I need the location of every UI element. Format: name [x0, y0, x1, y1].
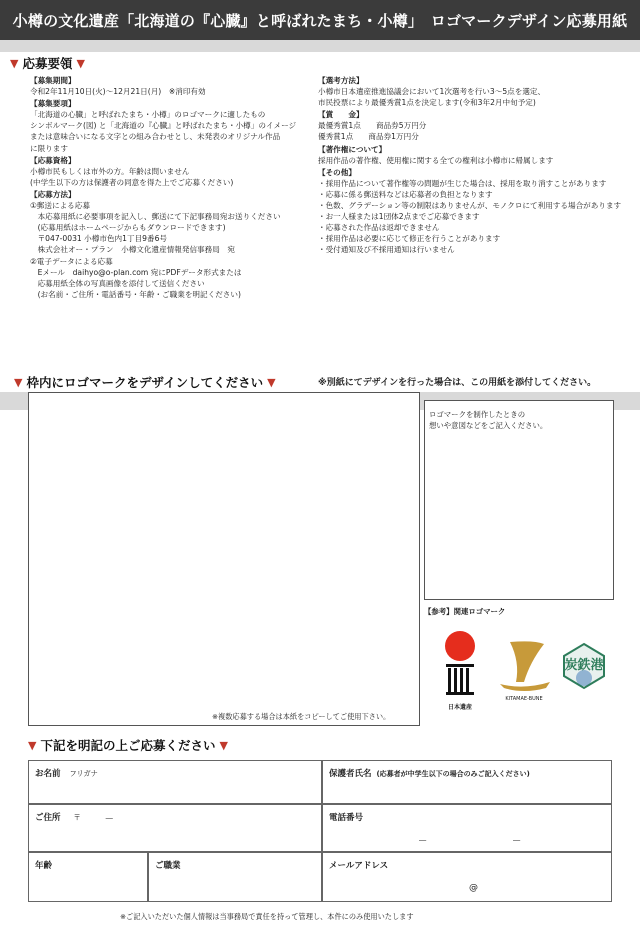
page-title: 小樽の文化遺産「北海道の『心臓』と呼ばれたまち・小樽」 ロゴマークデザイン応募用紙 — [12, 11, 628, 30]
left-line: (お名前・ご住所・電話番号・年齢・ご職業を明記ください) — [30, 289, 241, 299]
guardian-name-field[interactable]: 保護者氏名 (応募者が中学生以下の場合のみご記入ください) — [322, 760, 612, 804]
right-line: ・受付通知及び不採用通知は行いません — [318, 245, 455, 255]
phone-field[interactable]: 電話番号 ― ― — [322, 804, 612, 852]
left-block — [30, 98, 310, 153]
phone-dash-2: ― — [513, 835, 521, 844]
triangle-icon: ▼ — [219, 738, 228, 752]
right-line: ・採用作品について著作権等の問題が生じた場合は、採用を取り消すことがあります — [318, 178, 607, 188]
furigana-label: フリガナ — [69, 769, 98, 778]
section-applicant-header — [28, 736, 228, 754]
age-field[interactable]: 年齢 — [28, 852, 148, 902]
left-line: 株式会社オー・プラン 小樽文化遺産情報発信事務局 宛 — [30, 245, 236, 255]
section-guidelines-title: 応募要領 — [22, 56, 73, 71]
postal-dash: ― — [105, 813, 113, 822]
right-block — [318, 167, 634, 256]
right-block — [318, 75, 634, 108]
triangle-icon: ▼ — [10, 56, 19, 70]
section-design-header — [14, 373, 276, 391]
triangle-icon: ▼ — [267, 375, 276, 389]
postal-mark: 〒 — [73, 813, 81, 822]
intent-line-2: 想いや意図などをご記入ください。 — [429, 421, 548, 430]
design-intent-box[interactable] — [424, 400, 614, 600]
japan-heritage-logo: 日本遺産 — [438, 628, 482, 710]
triangle-icon: ▼ — [28, 738, 37, 752]
right-line: 優秀賞1点 商品券1万円分 — [318, 132, 419, 142]
right-heading: 【選考方法】 — [318, 76, 364, 85]
section-design-title: 枠内にロゴマークをデザインしてください — [26, 375, 264, 390]
left-line: 「北海道の心臓」と呼ばれたまち・小樽」のロゴマークに適したもの — [30, 110, 266, 120]
left-line: 令和2年11月10日(火)〜12月21日(月) ※消印有効 — [30, 87, 206, 97]
banner-strip — [0, 40, 640, 52]
left-line: 小樽市民もしくは市外の方。年齢は問いません — [30, 166, 190, 176]
right-line: ・お一人様または1団体2点までご応募できます — [318, 212, 480, 222]
left-heading: 【募集要項】 — [30, 99, 76, 109]
guidelines-right-column — [318, 75, 634, 257]
right-line: 採用作品の著作権、使用権に関する全ての権利は小樽市に帰属します — [318, 155, 554, 165]
guidelines-left-column — [30, 75, 310, 301]
right-line: ・色数、グラデーション等の制限はありませんが、モノクロにて利用する場合があります — [318, 201, 622, 211]
privacy-note: ※ご記入いただいた個人情報は当事務局で責任を持って管理し、本件にのみ使用いたします — [120, 912, 414, 921]
left-line: (応募用紙はホームページからもダウンロードできます) — [30, 223, 226, 233]
section-guidelines-header — [10, 54, 85, 72]
kitamae-bune-logo: KITAMAE-BUNE — [494, 636, 554, 704]
tantetsuko-logo: 炭鉄港 — [560, 642, 608, 690]
section-applicant-title: 下記を明記の上ご応募ください — [40, 738, 216, 753]
left-line: ①郵送による応募 — [30, 201, 90, 211]
left-line: (中学生以下の方は保護者の同意を得た上でご応募ください) — [30, 177, 234, 187]
right-line: 最優秀賞1点 商品券5万円分 — [318, 121, 427, 131]
right-block — [318, 144, 634, 166]
left-block — [30, 189, 310, 300]
header-bar — [0, 0, 640, 40]
intent-line-1: ロゴマークを制作したときの — [429, 410, 526, 419]
left-line: Eメール daihyo@o-plan.com 宛にPDFデータ形式または — [30, 267, 242, 277]
address-field[interactable]: ご住所 〒 ― — [28, 804, 322, 852]
occupation-field[interactable]: ご職業 — [148, 852, 322, 902]
left-line: シンボルマーク(図) と「北海道の『心臓』と呼ばれたまち・小樽」のイメージ — [30, 121, 297, 131]
right-heading: 【賞 金】 — [318, 110, 364, 120]
left-line: に限ります — [30, 143, 68, 153]
triangle-icon: ▼ — [76, 56, 85, 70]
reference-logos-label: 【参考】関連ロゴマーク — [424, 607, 506, 616]
name-field[interactable]: お名前 フリガナ — [28, 760, 322, 804]
right-heading: 【著作権について】 — [318, 144, 387, 154]
left-block — [30, 75, 310, 97]
right-line: ・採用作品は必要に応じて修正を行うことがあります — [318, 234, 501, 244]
right-line: 市民投票により最優秀賞1点を決定します(令和3年2月中旬予定) — [318, 98, 536, 108]
left-heading: 【応募資格】 — [30, 155, 76, 165]
left-line: 本応募用紙に必要事項を記入し、郵送にて下記事務局宛お送りください — [30, 212, 281, 222]
copy-note: ※複数応募する場合は本紙をコピーしてご使用下さい。 — [212, 712, 391, 721]
left-heading: 【応募方法】 — [30, 189, 76, 199]
right-line: ・応募に係る郵送料などは応募者の負担となります — [318, 189, 493, 199]
guardian-note: (応募者が中学生以下の場合のみご記入ください) — [376, 770, 530, 778]
left-block — [30, 155, 310, 188]
logo-design-area[interactable] — [28, 392, 420, 726]
left-line: 〒047-0031 小樽市色内1丁目9番6号 — [30, 234, 167, 244]
right-heading: 【その他】 — [318, 167, 356, 177]
separate-sheet-note: ※別紙にてデザインを行った場合は、この用紙を添付してください。 — [318, 378, 597, 388]
email-at-mark: @ — [469, 883, 478, 893]
right-line: ・応募された作品は返却できません — [318, 223, 440, 233]
right-block — [318, 109, 634, 142]
left-line: または意味合いになる文字との組み合わせとし、未発表のオリジナル作品 — [30, 132, 281, 142]
left-line: 応募用紙全体の写真画像を添付して送信ください — [30, 278, 205, 288]
phone-dash-1: ― — [419, 835, 427, 844]
email-field[interactable]: メールアドレス @ — [322, 852, 612, 902]
triangle-icon: ▼ — [14, 375, 23, 389]
left-heading: 【募集期間】 — [30, 76, 76, 85]
left-line: ②電子データによる応募 — [30, 256, 113, 266]
right-line: 小樽市日本遺産推進協議会において1次選考を行い3〜5点を選定、 — [318, 87, 546, 97]
